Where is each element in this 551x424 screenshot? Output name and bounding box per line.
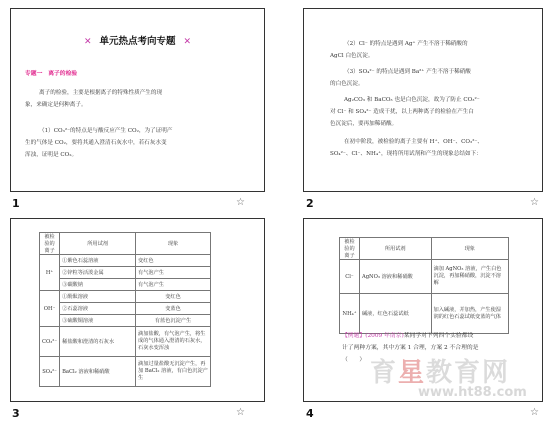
table-row: ②锌粒等活泼金属 有气泡产生 <box>40 267 211 279</box>
table-row: OH⁻ ①酚酞溶液 变红色 <box>40 291 211 303</box>
slide-number: 1 <box>12 197 20 210</box>
slide-1[interactable] <box>10 8 265 192</box>
star-icon[interactable]: ☆ <box>236 197 245 208</box>
text-line: （1）CO₃²⁻的特点是与酸反应产生 CO₂，为了证明产 <box>39 128 173 134</box>
text-line: 生的气体是 CO₂，要将其通入澄清石灰水中，若石灰水变 <box>25 140 167 146</box>
text-line: 色沉淀后，要再加稀硝酸。 <box>330 121 398 127</box>
section-heading: 专题一 离子的检验 <box>25 71 78 77</box>
star-icon[interactable]: ☆ <box>236 407 245 418</box>
table-header: 被检验的离子 <box>40 233 60 255</box>
ion-test-table <box>339 237 509 334</box>
text-line: （2）Cl⁻ 的特点是遇到 Ag⁺ 产生不溶于稀硝酸的 <box>344 41 468 47</box>
table-row: ②石蕊溶液 变蓝色 <box>40 303 211 315</box>
slide-number: 2 <box>306 197 314 210</box>
text-line: 浑浊，证明是 CO₂。 <box>25 152 78 158</box>
text-line: 的白色沉淀。 <box>330 81 364 87</box>
text-line: 离子的检验，主要是根据离子的特殊性质产生的现 <box>39 90 163 96</box>
table-header: 现象 <box>136 233 211 255</box>
slide-3[interactable] <box>10 218 265 402</box>
text-line: 在初中阶段，被检验的离子主要有 H⁺、OH⁻、CO₃²⁻、 <box>344 139 484 145</box>
text-line: 象，来确定是何种离子。 <box>25 102 87 108</box>
slide-2[interactable] <box>303 8 543 192</box>
watermark-logo: 育星教育网 <box>370 358 511 388</box>
example-line: 【例题】(2009 年南京)某同学对下列四个实验都设 <box>342 333 474 339</box>
ornament-icon: ✕ <box>83 37 92 47</box>
table-row: SO₄²⁻ BaCl₂ 溶液和稀硝酸 滴加过量盐酸无沉淀产生，再加 BaCl₂ 溶液，有白色沉淀产生 <box>40 357 211 387</box>
watermark-url: www.ht88.com <box>418 385 527 400</box>
slide-number: 3 <box>12 407 20 420</box>
text-line: （ ） <box>342 357 366 363</box>
slide-number: 4 <box>306 407 314 420</box>
table-header: 被检验的离子 <box>340 238 360 260</box>
star-icon[interactable]: ☆ <box>530 197 539 208</box>
table-row: ③硫酸铜溶液 有蓝色沉淀产生 <box>40 315 211 327</box>
ornament-icon: ✕ <box>183 37 192 47</box>
table-row: CO₃²⁻ 稀盐酸和澄清的石灰水 滴加盐酸，有气泡产生，将生成的气体通入澄清的石灰水，石灰水变浑浊 <box>40 327 211 357</box>
text-line: 对 Cl⁻ 和 SO₄²⁻ 造成干扰，以上两种离子的检验在产生白 <box>330 109 474 115</box>
text-line: SO₄²⁻、Cl⁻、NH₄⁺，现将所用试剂和产生的现象总结如下： <box>330 151 482 157</box>
star-icon[interactable]: ☆ <box>530 407 539 418</box>
text-line: （3）SO₄²⁻ 的特点是遇到 Ba²⁺ 产生不溶于稀硝酸 <box>344 69 471 75</box>
text-line: Ag₂CO₃ 和 BaCO₃ 也是白色沉淀，故为了防止 CO₃²⁻ <box>344 97 480 103</box>
table-row: ③碳酸钠 有气泡产生 <box>40 279 211 291</box>
table-row: H⁺ ①紫色石蕊溶液 变红色 <box>40 255 211 267</box>
table-header: 现象 <box>431 238 508 260</box>
ion-test-table <box>39 232 211 387</box>
text-line: 计了两种方案，其中方案 1 合理，方案 2 不合理的是 <box>342 345 479 351</box>
slide-title: ✕ 单元热点考向专题 ✕ <box>83 36 192 47</box>
table-row: Cl⁻ AgNO₃ 溶液和稀硝酸 滴加 AgNO₃ 溶液，产生白色沉淀，再加稀硝酸，沉淀不溶解 <box>340 260 509 294</box>
table-header: 所用试剂 <box>60 233 136 255</box>
table-row: NH₄⁺ 碱液，红色石蕊试纸 加入碱液，并加热，产生使湿润的红色石蕊试纸变蓝的气体 <box>340 294 509 334</box>
text-line: AgCl 白色沉淀。 <box>330 53 374 59</box>
table-header: 所用试剂 <box>359 238 431 260</box>
example-label: 【例题】 <box>342 333 366 339</box>
example-source: (2009 年南京) <box>365 333 404 339</box>
